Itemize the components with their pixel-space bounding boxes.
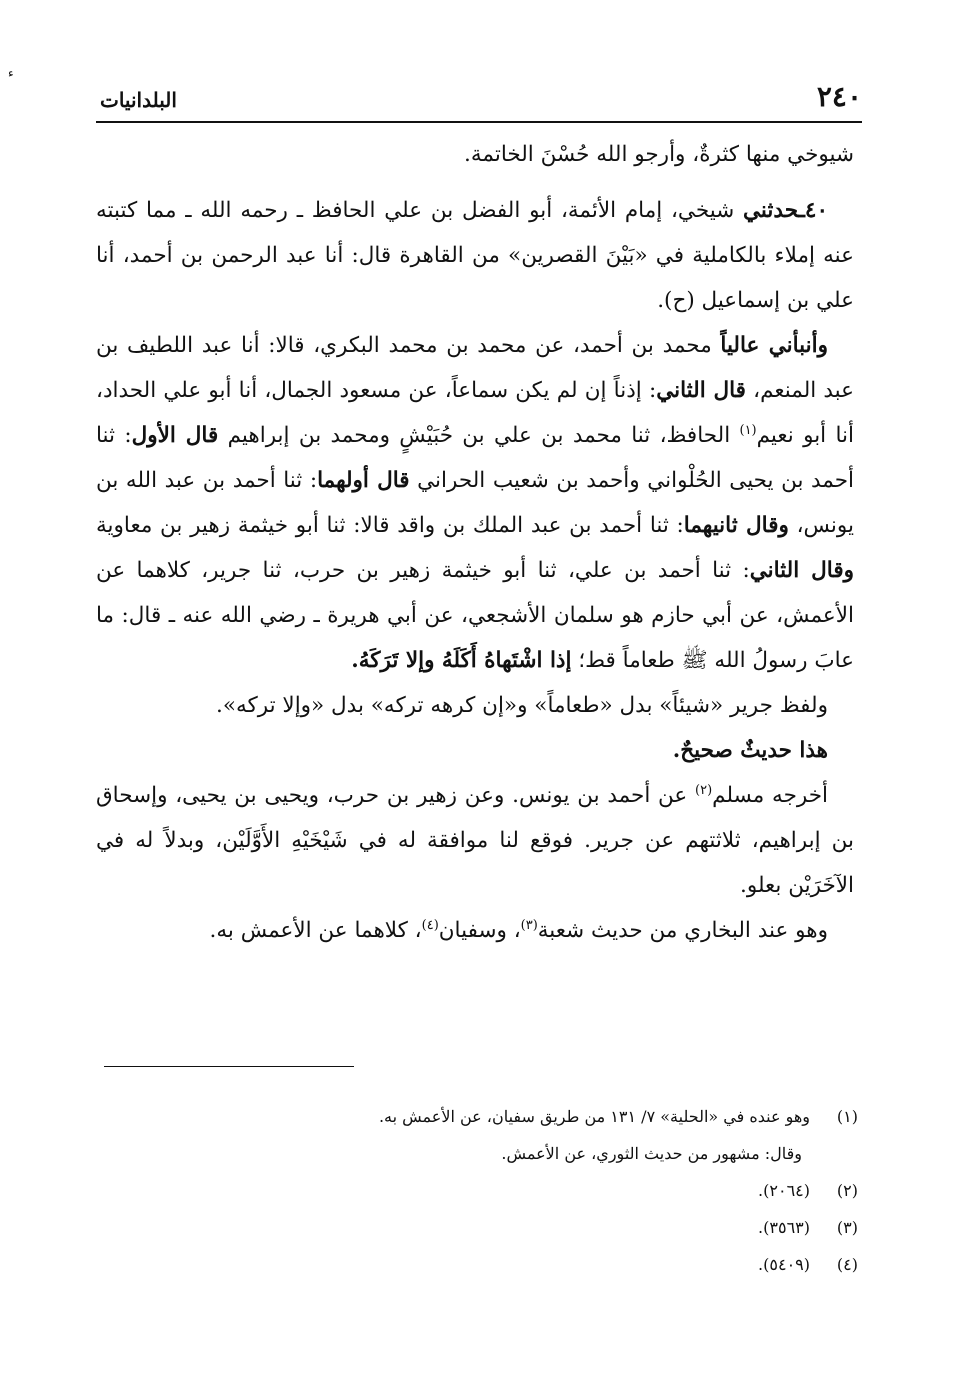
paragraph-bukhari xyxy=(96,908,854,953)
running-title: البلدانيات xyxy=(100,88,177,112)
footnote-4 xyxy=(96,1246,858,1283)
paragraph-wording xyxy=(96,683,854,728)
footnote-ref-3[interactable]: (٣) xyxy=(520,917,538,933)
footnote-text: (٣٥٦٣). xyxy=(758,1218,810,1237)
text-p5-t2: عن أحمد بن يونس. وعن زهير بن حرب، ويحيى بن يحيى، وإسحاق بن إبراهيم، ثلاثتهم عن جرير. فوقع لنا موافقة له في شَيْخَيْهِ الأَوَّلَيْن، وبدلاً له في الآخَرَيْن بعلو. xyxy=(96,783,854,898)
text-p2-t4: : ثنا أحمد بن يحيى الحُلْواني وأحمد بن شعيب الحراني xyxy=(96,423,854,493)
text-p2-s7: إذا اشْتَهاهُ أَكَلَهُ وإلا تَرَكَهُ. xyxy=(351,648,572,673)
footnote-text: وقال: مشهور من حديث الثوري، عن الأعمش. xyxy=(501,1144,802,1163)
text-p2-t7: : ثنا أحمد بن علي، ثنا أبو خيثمة زهير بن حرب، ثنا جرير، كلاهما عن الأعمش، عن أبي حازم هو سلمان الأشجعي، عن أبي هريرة ـ رضي الله عنه ـ قال: ما عابَ رسولُ الله ﷺ طعاماً قط؛ xyxy=(96,558,854,673)
footnote-3 xyxy=(96,1209,858,1246)
text-p2-t5: : ثنا أحمد بن عبد الله بن يونس، xyxy=(96,468,854,538)
footnote-number: (١) xyxy=(836,1107,858,1126)
text-p6-t3: ، كلاهما عن الأعمش به. xyxy=(209,918,422,943)
text-p6-t1: وهو عند البخاري من حديث شعبة xyxy=(537,918,828,943)
footnote-number: (٣) xyxy=(836,1218,858,1237)
text-p2-t2: : إذناً إن لم يكن سماعاً، عن مسعود الجمال، أنا أبو علي الحداد، أنا أبو نعيم xyxy=(96,378,854,448)
hadith-number: ٤٠ـ xyxy=(798,198,828,223)
text-p6-t2: ، وسفيان xyxy=(438,918,521,943)
text-p2-s1: وأنبأني عالياً xyxy=(720,333,828,358)
hadith-lead: حدثني xyxy=(743,198,799,223)
footnote-separator xyxy=(104,1066,354,1067)
footnote-text: وهو عنده في «الحلية» ٧/ ١٣١ من طريق سفيان، عن الأعمش به. xyxy=(378,1107,810,1126)
paragraph-grading xyxy=(96,728,854,773)
footnote-text: (٢٠٦٤). xyxy=(758,1181,810,1200)
page-header xyxy=(96,80,862,118)
footnotes xyxy=(96,1098,858,1283)
footnote-ref-4[interactable]: (٤) xyxy=(421,917,439,933)
text-p2-t1: محمد بن أحمد، عن محمد بن محمد البكري، قالا: أنا عبد اللطيف بن عبد المنعم، xyxy=(96,333,855,403)
text-p2-s2: قال الثاني xyxy=(656,378,746,403)
header-rule xyxy=(96,121,862,123)
text-p2-t3: الحافظ، ثنا محمد بن علي بن حُبَيْشٍ ومحمد بن إبراهيم xyxy=(218,423,740,448)
paragraph-isnad xyxy=(96,323,854,683)
paragraph-takhrij xyxy=(96,773,854,908)
paragraph-hadith xyxy=(96,188,854,323)
text-p2-s4: قال أولهما xyxy=(317,468,410,493)
text-p2-t6: : ثنا أحمد بن عبد الملك بن واقد قالا: ثنا أبو خيثمة زهير بن معاوية xyxy=(96,513,684,538)
footnote-1-continuation xyxy=(96,1135,858,1172)
footnote-number: (٤) xyxy=(836,1255,858,1274)
text-p4: هذا حديثٌ صحيحٌ. xyxy=(672,738,828,763)
page-number: ٢٤٠ xyxy=(816,80,862,113)
footnote-1 xyxy=(96,1098,858,1135)
text-p5-t1: أخرجه مسلم xyxy=(712,783,828,808)
footnote-ref-1[interactable]: (١) xyxy=(739,422,757,438)
edge-mark: ء xyxy=(8,66,14,80)
text-p2-s5: وقال ثانيهما xyxy=(683,513,789,538)
footnote-number: (٢) xyxy=(836,1181,858,1200)
body-text xyxy=(96,132,854,953)
text-para1: شيخي، إمام الأئمة، أبو الفضل بن علي الحافظ ـ رحمه الله ـ مما كتبته عنه إملاء بالكاملية في «بَيْنَ القصرين» من القاهرة قال: أنا عبد الرحمن بن أحمد، أنا علي بن إسماعيل (ح). xyxy=(96,198,854,313)
text-line0: شيوخي منها كثرةٌ، وأرجو الله حُسْنَ الخاتمة. xyxy=(464,142,854,167)
paragraph-0 xyxy=(96,132,854,177)
text-p2-s6: وقال الثاني xyxy=(749,558,854,583)
text-p3: ولفظ جرير «شيئاً» بدل «طعاماً» و«إن كرهه تركه» بدل «وإلا تركه». xyxy=(216,693,828,718)
footnote-text: (٥٤٠٩). xyxy=(758,1255,810,1274)
text-p2-s3: قال الأول xyxy=(131,423,219,448)
footnote-ref-2[interactable]: (٢) xyxy=(695,782,713,798)
footnote-2 xyxy=(96,1172,858,1209)
